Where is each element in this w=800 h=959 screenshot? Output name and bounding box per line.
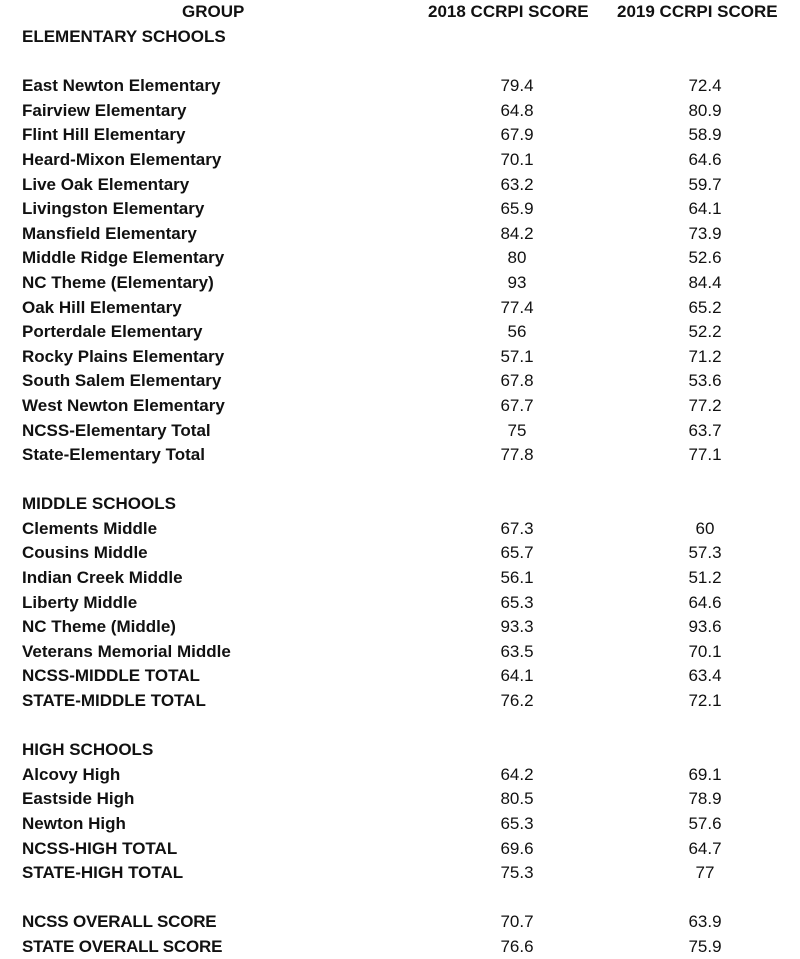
score-2018-column-header: 2018 CCRPI SCORE bbox=[428, 2, 589, 21]
score-2018: 56.1 bbox=[500, 568, 534, 588]
score-2019: 72.4 bbox=[688, 76, 722, 96]
group-name: Veterans Memorial Middle bbox=[22, 641, 231, 661]
group-name: Heard-Mixon Elementary bbox=[22, 149, 222, 169]
score-2018: 80.5 bbox=[500, 789, 534, 809]
score-2019: 93.6 bbox=[688, 617, 722, 637]
group-name: Flint Hill Elementary bbox=[22, 125, 186, 145]
group-name: Newton High bbox=[22, 814, 126, 833]
score-2019: 57.3 bbox=[688, 543, 722, 563]
score-table-body bbox=[0, 24, 800, 959]
score-2018: 64.8 bbox=[500, 100, 534, 120]
table-row bbox=[0, 565, 800, 590]
group-name: NC Theme (Elementary) bbox=[22, 272, 214, 292]
group-name: Porterdale Elementary bbox=[22, 322, 203, 342]
score-2019: 72.1 bbox=[688, 691, 722, 711]
score-2019: 77.2 bbox=[688, 395, 722, 415]
group-name: South Salem Elementary bbox=[22, 371, 222, 391]
table-row bbox=[0, 172, 800, 197]
table-row bbox=[0, 122, 800, 147]
group-name: NCSS-HIGH TOTAL bbox=[22, 838, 178, 858]
table-row bbox=[0, 73, 800, 98]
score-2018: 77.4 bbox=[500, 297, 534, 317]
row-spacer bbox=[0, 467, 800, 492]
table-row bbox=[0, 590, 800, 615]
score-2019: 59.7 bbox=[688, 174, 722, 194]
score-2018: 65.3 bbox=[500, 814, 534, 833]
table-row bbox=[0, 270, 800, 295]
table-row bbox=[0, 319, 800, 344]
section-heading: HIGH SCHOOLS bbox=[22, 740, 154, 760]
score-2019-column-header: 2019 CCRPI SCORE bbox=[617, 2, 778, 21]
score-2019: 64.1 bbox=[688, 199, 722, 219]
group-name: Clements Middle bbox=[22, 518, 158, 538]
score-2018: 77.8 bbox=[500, 445, 534, 465]
group-name: Middle Ridge Elementary bbox=[22, 248, 225, 268]
score-2019: 64.7 bbox=[688, 838, 722, 858]
group-name: West Newton Elementary bbox=[22, 395, 225, 415]
score-2019: 60 bbox=[695, 518, 715, 538]
group-name: NCSS OVERALL SCORE bbox=[22, 912, 217, 932]
score-2019: 63.7 bbox=[688, 420, 722, 440]
score-2018: 75.3 bbox=[500, 863, 534, 883]
score-2018: 56 bbox=[507, 322, 527, 342]
score-2019: 78.9 bbox=[688, 789, 722, 809]
score-2019: 77 bbox=[695, 863, 715, 883]
group-name: Eastside High bbox=[22, 789, 135, 809]
score-2018: 84.2 bbox=[500, 223, 534, 243]
score-2019: 80.9 bbox=[688, 100, 722, 120]
score-2018: 93.3 bbox=[500, 617, 534, 637]
table-row bbox=[0, 245, 800, 270]
group-name: Live Oak Elementary bbox=[22, 174, 190, 194]
row-spacer bbox=[0, 885, 800, 910]
group-name: Indian Creek Middle bbox=[22, 568, 183, 588]
table-row bbox=[0, 909, 800, 934]
score-2018: 76.6 bbox=[500, 936, 534, 956]
table-row bbox=[0, 934, 800, 959]
table-row bbox=[0, 221, 800, 246]
score-2019: 71.2 bbox=[688, 346, 722, 366]
table-row bbox=[0, 860, 800, 885]
score-2019: 73.9 bbox=[688, 223, 722, 243]
score-2019: 52.2 bbox=[688, 322, 722, 342]
score-2018: 64.1 bbox=[500, 666, 534, 686]
score-2018: 67.9 bbox=[500, 125, 534, 145]
table-row bbox=[0, 442, 800, 467]
score-2018: 75 bbox=[507, 420, 527, 440]
score-2018: 57.1 bbox=[500, 346, 534, 366]
group-name: Cousins Middle bbox=[22, 543, 148, 563]
score-2018: 65.7 bbox=[500, 543, 534, 563]
score-2018: 63.2 bbox=[500, 174, 534, 194]
score-2019: 57.6 bbox=[688, 814, 722, 833]
score-2018: 65.9 bbox=[500, 199, 534, 219]
group-name: STATE OVERALL SCORE bbox=[22, 936, 223, 956]
score-2018: 65.3 bbox=[500, 592, 534, 612]
table-row bbox=[0, 344, 800, 369]
group-name: Fairview Elementary bbox=[22, 100, 187, 120]
group-name: NCSS-Elementary Total bbox=[22, 420, 211, 440]
table-row bbox=[0, 98, 800, 123]
group-name: State-Elementary Total bbox=[22, 445, 205, 465]
score-2018: 67.3 bbox=[500, 518, 534, 538]
row-spacer bbox=[0, 49, 800, 74]
table-row bbox=[0, 811, 800, 836]
score-2019: 64.6 bbox=[688, 592, 722, 612]
group-name: Mansfield Elementary bbox=[22, 223, 197, 243]
score-2019: 77.1 bbox=[688, 445, 722, 465]
score-2019: 53.6 bbox=[688, 371, 722, 391]
row-spacer bbox=[0, 713, 800, 738]
table-row bbox=[0, 688, 800, 713]
group-name: Liberty Middle bbox=[22, 592, 138, 612]
table-row bbox=[0, 836, 800, 861]
group-name: East Newton Elementary bbox=[22, 76, 221, 96]
score-2018: 63.5 bbox=[500, 641, 534, 661]
score-2019: 52.6 bbox=[688, 248, 722, 268]
score-2018: 64.2 bbox=[500, 764, 534, 784]
score-2018: 93 bbox=[507, 272, 527, 292]
score-2018: 76.2 bbox=[500, 691, 534, 711]
table-row bbox=[0, 663, 800, 688]
table-row bbox=[0, 393, 800, 418]
group-name: NCSS-MIDDLE TOTAL bbox=[22, 666, 200, 686]
score-2018: 70.1 bbox=[500, 149, 534, 169]
score-2019: 65.2 bbox=[688, 297, 722, 317]
score-2019: 69.1 bbox=[688, 764, 722, 784]
section-heading-row bbox=[0, 737, 800, 762]
table-row bbox=[0, 295, 800, 320]
table-row bbox=[0, 516, 800, 541]
score-2019: 75.9 bbox=[688, 936, 722, 956]
table-row bbox=[0, 147, 800, 172]
score-2019: 84.4 bbox=[688, 272, 722, 292]
table-row bbox=[0, 639, 800, 664]
score-2019: 51.2 bbox=[688, 568, 722, 588]
group-name: NC Theme (Middle) bbox=[22, 617, 176, 637]
group-name: STATE-HIGH TOTAL bbox=[22, 863, 184, 883]
score-2018: 69.6 bbox=[500, 838, 534, 858]
group-name: Livingston Elementary bbox=[22, 199, 205, 219]
group-name: Oak Hill Elementary bbox=[22, 297, 182, 317]
group-name: STATE-MIDDLE TOTAL bbox=[22, 691, 206, 711]
section-heading: ELEMENTARY SCHOOLS bbox=[22, 27, 226, 46]
score-2018: 67.7 bbox=[500, 395, 534, 415]
section-heading: MIDDLE SCHOOLS bbox=[22, 494, 176, 514]
table-row bbox=[0, 196, 800, 221]
score-2018: 67.8 bbox=[500, 371, 534, 391]
score-2019: 70.1 bbox=[688, 641, 722, 661]
score-2019: 63.9 bbox=[688, 912, 722, 932]
group-column-header: GROUP bbox=[182, 2, 245, 21]
section-heading-row bbox=[0, 24, 800, 49]
section-heading-row bbox=[0, 491, 800, 516]
score-2019: 58.9 bbox=[688, 125, 722, 145]
table-row bbox=[0, 368, 800, 393]
table-row bbox=[0, 762, 800, 787]
group-name: Alcovy High bbox=[22, 764, 121, 784]
table-header bbox=[0, 0, 800, 24]
table-row bbox=[0, 614, 800, 639]
score-2019: 64.6 bbox=[688, 149, 722, 169]
score-2018: 79.4 bbox=[500, 76, 534, 96]
score-2019: 63.4 bbox=[688, 666, 722, 686]
score-2018: 70.7 bbox=[500, 912, 534, 932]
table-row bbox=[0, 418, 800, 443]
score-2018: 80 bbox=[507, 248, 527, 268]
table-row bbox=[0, 786, 800, 811]
group-name: Rocky Plains Elementary bbox=[22, 346, 225, 366]
table-row bbox=[0, 540, 800, 565]
